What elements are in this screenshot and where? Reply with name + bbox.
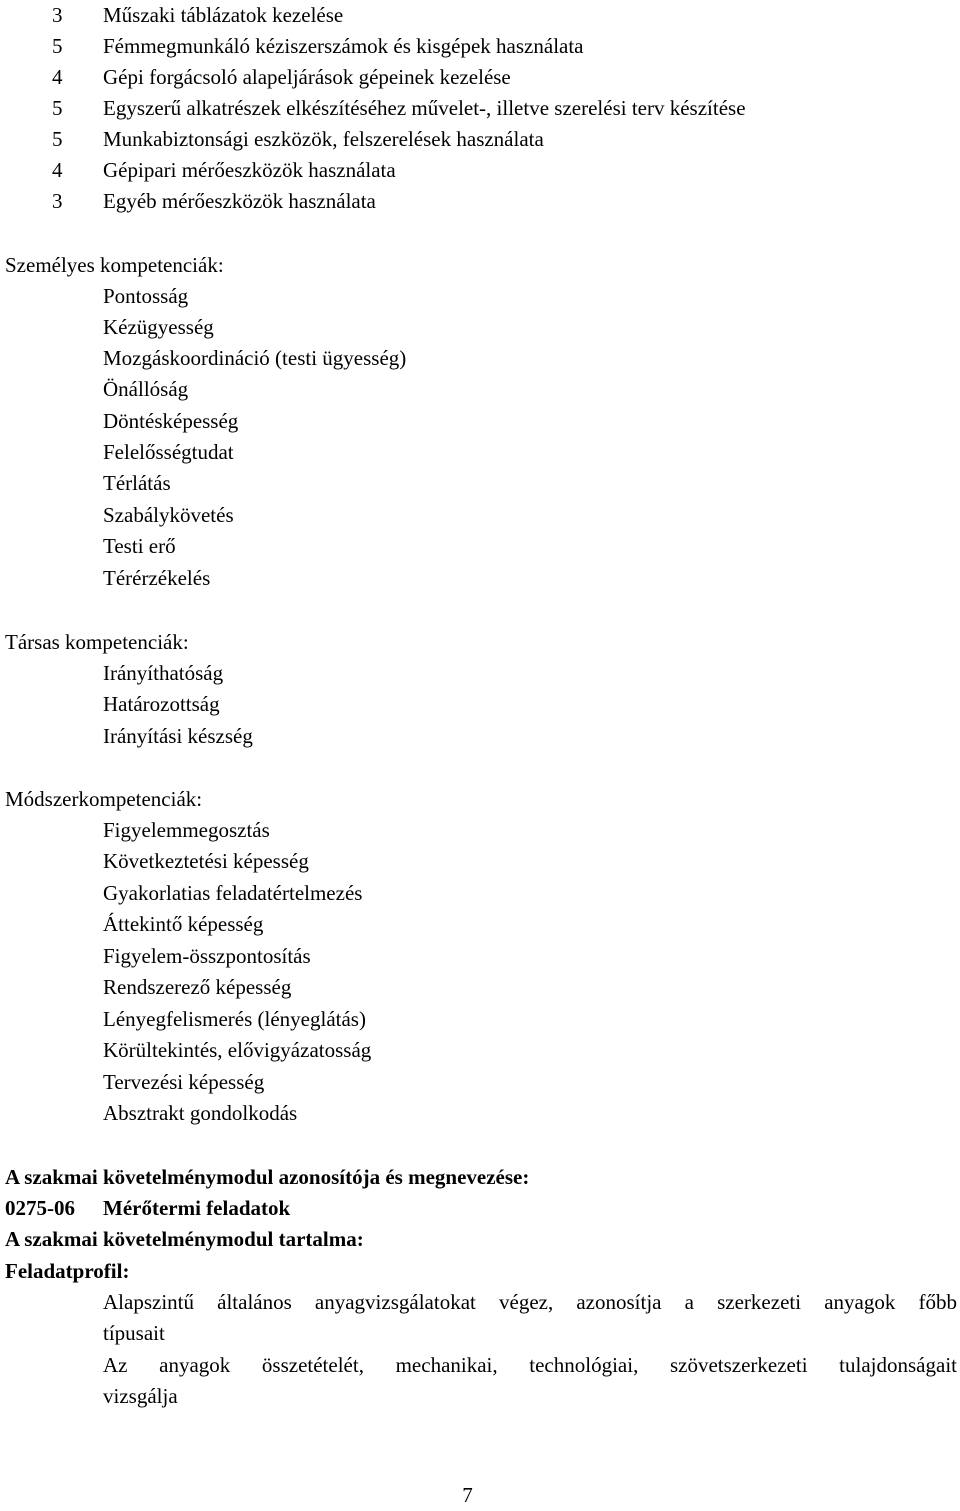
- personal-item: Mozgáskoordináció (testi ügyesség): [103, 346, 407, 370]
- personal-item: Döntésképesség: [103, 409, 239, 433]
- skill-text: Gépipari mérőeszközök használata: [103, 158, 396, 182]
- skill-text: Gépi forgácsoló alapeljárások gépeinek kezelése: [103, 65, 511, 89]
- skill-row: [0, 31, 960, 62]
- skill-row: [0, 93, 960, 124]
- module-code: 0275-06: [5, 1196, 75, 1220]
- personal-item: Térlátás: [103, 471, 171, 495]
- personal-item: Testi erő: [103, 534, 176, 558]
- skill-text: Fémmegmunkáló kéziszerszámok és kisgépek használata: [103, 34, 584, 58]
- method-item: Rendszerező képesség: [103, 975, 292, 999]
- task-line-continuation: vizsgálja: [103, 1384, 178, 1408]
- personal-item: Önállóság: [103, 377, 189, 401]
- social-heading: Társas kompetenciák:: [5, 630, 189, 654]
- module-id-heading: A szakmai követelménymodul azonosítója és megnevezése:: [5, 1165, 530, 1189]
- skill-row: [0, 186, 960, 217]
- method-heading: Módszerkompetenciák:: [5, 787, 203, 811]
- method-item: Absztrakt gondolkodás: [103, 1101, 298, 1125]
- task-line: [0, 1350, 960, 1381]
- social-item: Irányíthatóság: [103, 661, 224, 685]
- skill-level: 3: [52, 3, 63, 27]
- personal-item: Térérzékelés: [103, 566, 211, 590]
- task-text: Az anyagok összetételét, mechanikai, technológiai, szövetszerkezeti tulajdonságait: [103, 1353, 957, 1377]
- skill-text: Munkabiztonsági eszközök, felszerelések használata: [103, 127, 544, 151]
- method-item: Áttekintő képesség: [103, 912, 264, 936]
- personal-item: Pontosság: [103, 284, 189, 308]
- skill-row: [0, 62, 960, 93]
- skill-level: 4: [52, 65, 63, 89]
- personal-item: Kézügyesség: [103, 315, 214, 339]
- page-number: 7: [462, 1483, 473, 1507]
- social-item: Irányítási készség: [103, 724, 253, 748]
- skill-row: [0, 155, 960, 186]
- method-item: Gyakorlatias feladatértelmezés: [103, 881, 363, 905]
- personal-heading: Személyes kompetenciák:: [5, 253, 224, 277]
- task-text: Alapszintű általános anyagvizsgálatokat végez, azonosítja a szerkezeti anyagok főbb: [103, 1290, 957, 1314]
- skill-level: 5: [52, 96, 63, 120]
- method-item: Figyelem-összpontosítás: [103, 944, 311, 968]
- method-item: Következtetési képesség: [103, 849, 309, 873]
- personal-item: Felelősségtudat: [103, 440, 234, 464]
- module-content-heading: A szakmai követelménymodul tartalma:: [5, 1227, 364, 1251]
- skill-level: 4: [52, 158, 63, 182]
- skill-text: Egyszerű alkatrészek elkészítéséhez művelet-, illetve szerelési terv készítése: [103, 96, 746, 120]
- skill-level: 5: [52, 127, 63, 151]
- method-item: Tervezési képesség: [103, 1070, 265, 1094]
- personal-item: Szabálykövetés: [103, 503, 234, 527]
- skill-text: Műszaki táblázatok kezelése: [103, 3, 344, 27]
- skill-level: 3: [52, 189, 63, 213]
- module-name: Mérőtermi feladatok: [103, 1196, 291, 1220]
- method-item: Lényegfelismerés (lényeglátás): [103, 1007, 366, 1031]
- method-item: Figyelemmegosztás: [103, 818, 270, 842]
- skill-row: [0, 124, 960, 155]
- skill-row: [0, 0, 960, 31]
- skill-text: Egyéb mérőeszközök használata: [103, 189, 376, 213]
- skill-level: 5: [52, 34, 63, 58]
- method-item: Körültekintés, elővigyázatosság: [103, 1038, 372, 1062]
- profile-heading: Feladatprofil:: [5, 1259, 130, 1283]
- social-item: Határozottság: [103, 692, 220, 716]
- module-code-row: [0, 1193, 960, 1224]
- task-line-continuation: típusait: [103, 1321, 165, 1345]
- task-line: [0, 1287, 960, 1318]
